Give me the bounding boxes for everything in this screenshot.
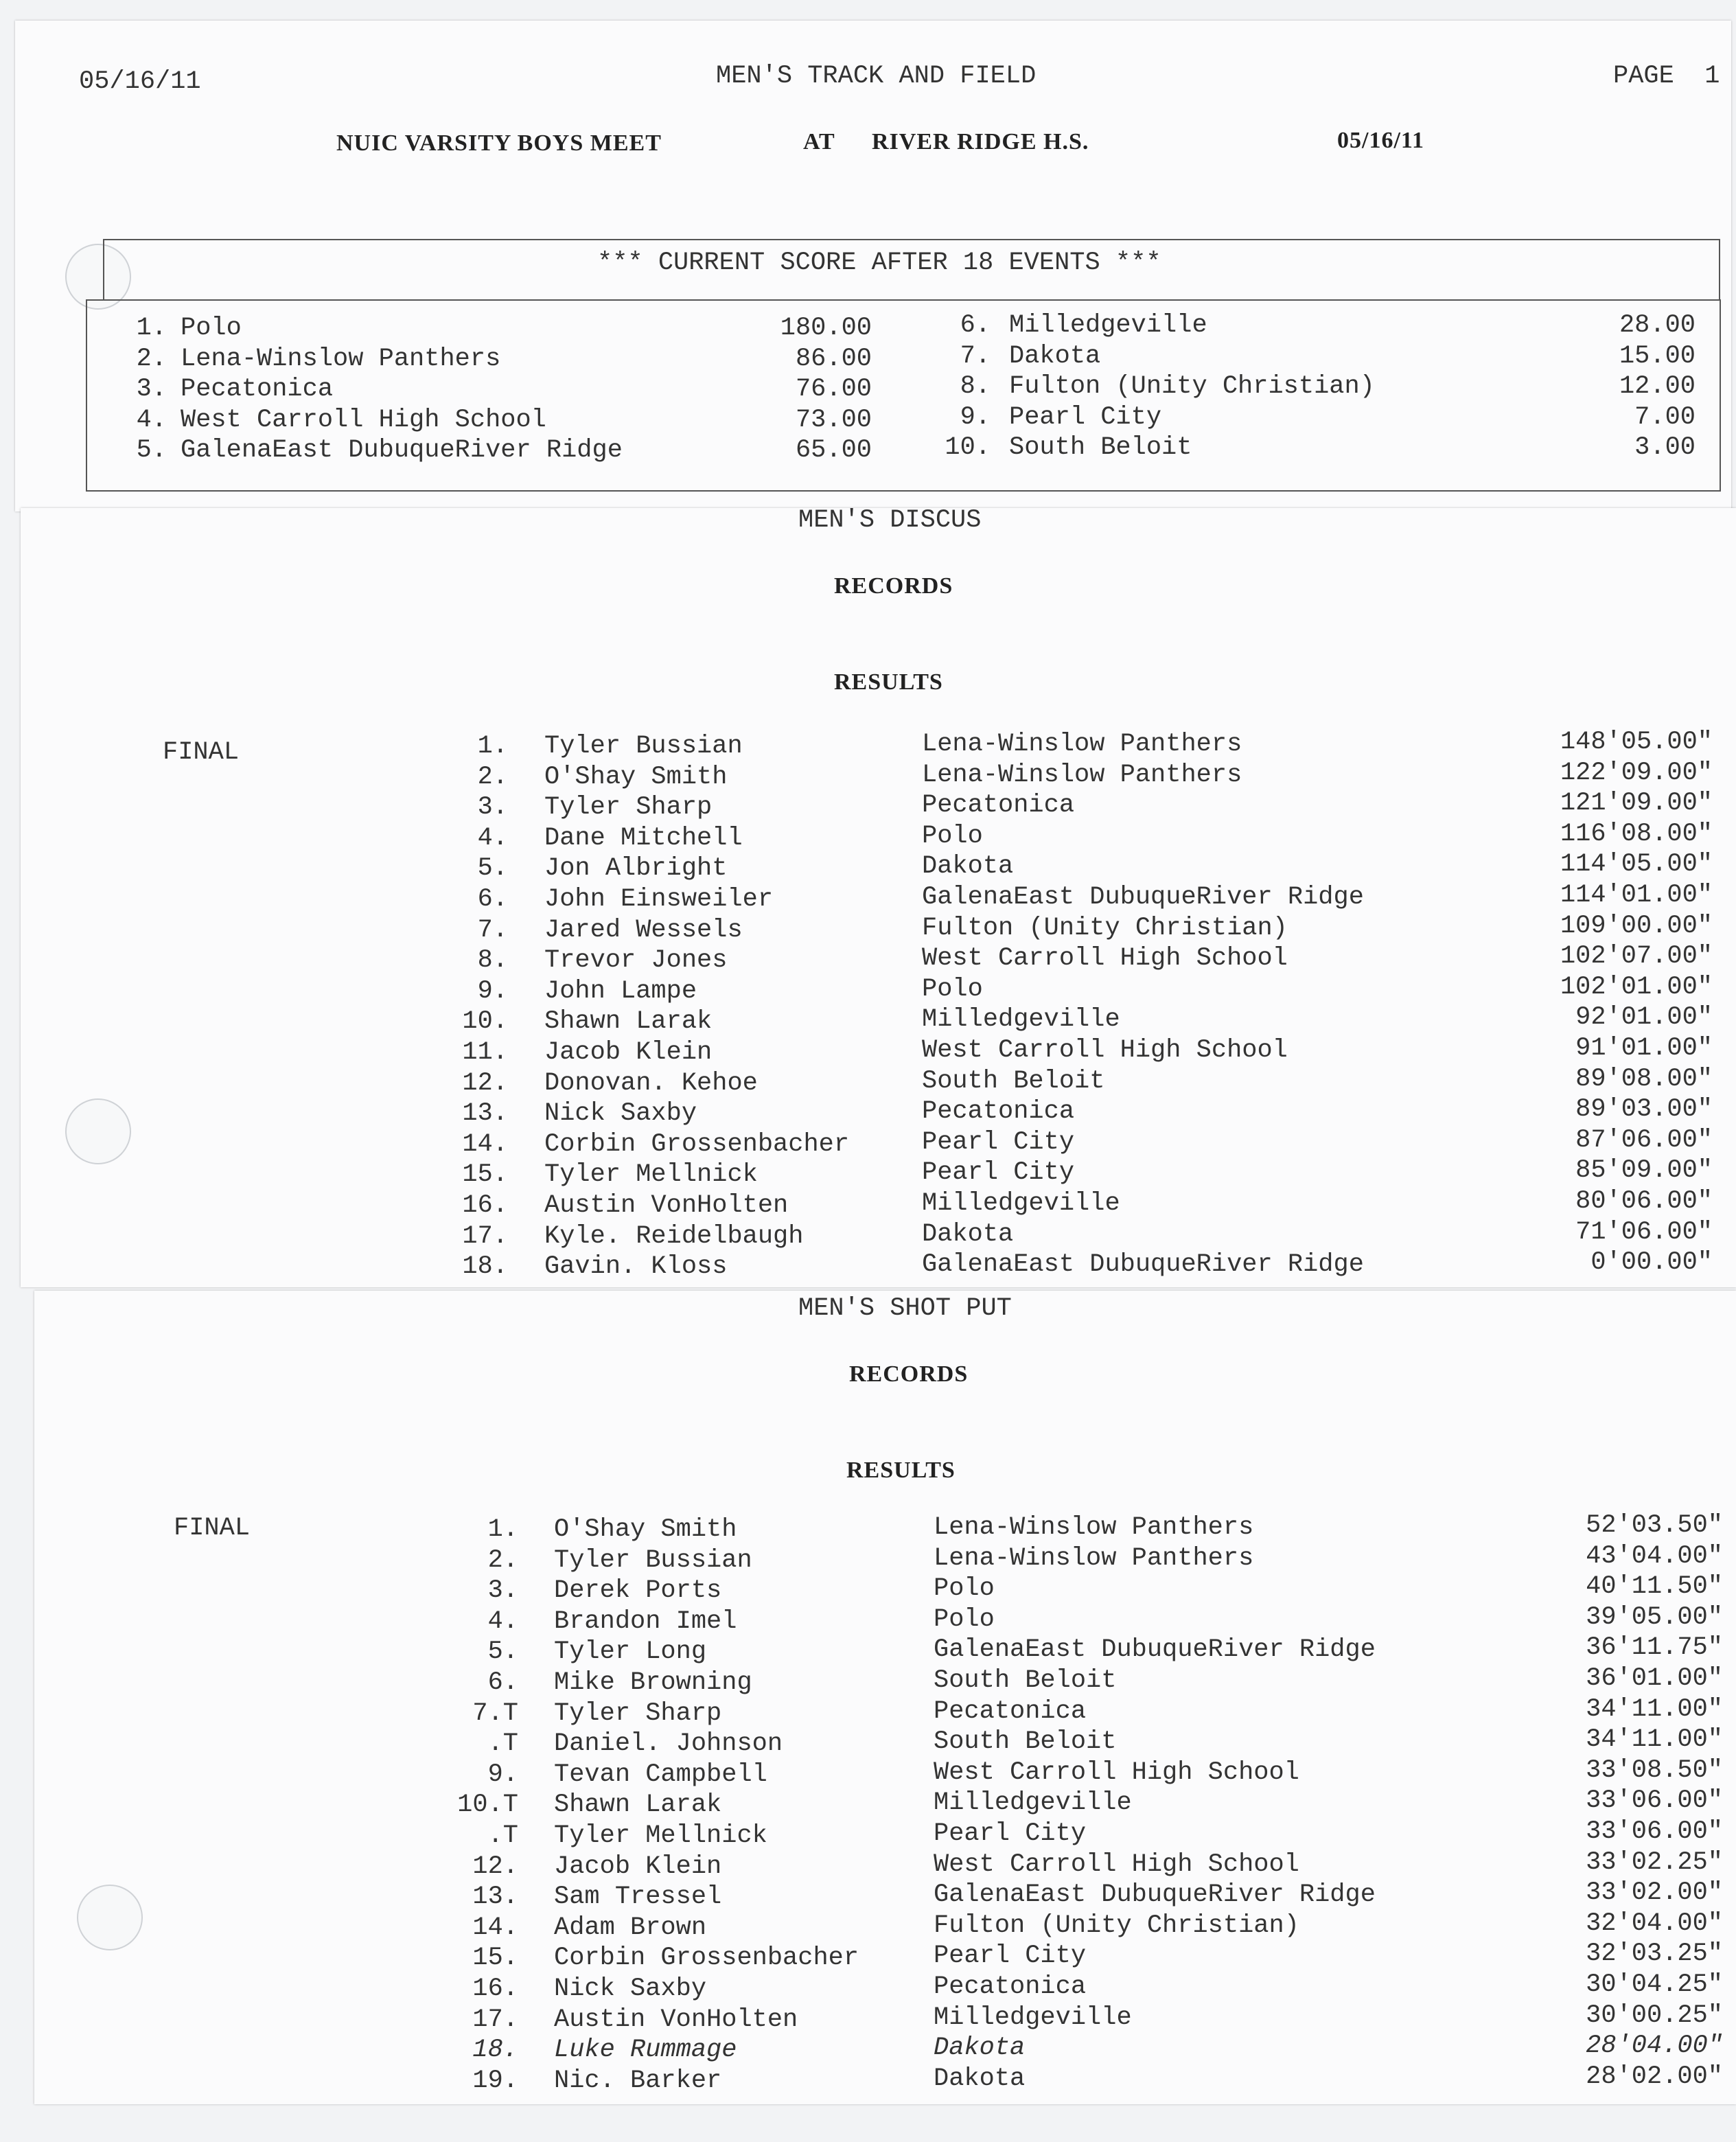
result-place: 15. [462,1160,508,1190]
result-place: 4. [477,823,508,853]
result-mark: 122'09.00" [1560,758,1713,787]
result-team: Lena-Winslow Panthers [934,1513,1254,1542]
result-team: Polo [934,1604,995,1634]
score-points: 12.00 [1619,372,1696,401]
result-mark: 85'09.00" [1575,1156,1713,1186]
discus-title: MEN'S DISCUS [798,506,982,535]
result-mark: 89'03.00" [1575,1095,1713,1125]
result-athlete: Nic. Barker [554,2066,722,2095]
result-place: 14. [462,1129,508,1159]
result-place: 17. [472,2005,518,2034]
result-place: 8. [477,946,508,976]
score-team: Pecatonica [181,375,334,404]
result-mark: 91'01.00" [1575,1034,1713,1063]
score-place: 7. [960,341,991,371]
at-label: AT [803,129,835,154]
result-team: Milledgeville [934,2003,1132,2032]
result-mark: 36'11.75" [1586,1633,1723,1663]
result-place: 6. [477,885,508,914]
discus-final-label: FINAL [163,738,240,767]
result-team: GalenaEast DubuqueRiver Ridge [922,1250,1364,1280]
result-team: South Beloit [934,1727,1117,1757]
result-team: Lena-Winslow Panthers [922,760,1242,790]
result-place: 12. [472,1852,518,1881]
result-athlete: Tyler Bussian [554,1545,752,1575]
result-mark: 114'01.00" [1560,881,1713,910]
result-mark: 114'05.00" [1560,850,1713,879]
result-mark: 92'01.00" [1575,1003,1713,1033]
result-mark: 102'07.00" [1560,942,1713,971]
score-place: 1. [136,314,167,343]
result-mark: 43'04.00" [1586,1541,1723,1571]
sheet-shot-put [34,1291,1736,2104]
result-athlete: Adam Brown [554,1913,707,1942]
result-mark: 36'01.00" [1586,1664,1723,1693]
result-athlete: O'Shay Smith [544,762,728,792]
result-place: .T [487,1729,518,1759]
score-points: 15.00 [1619,341,1696,371]
result-team: Pecatonica [922,791,1075,820]
result-athlete: Nick Saxby [544,1099,697,1129]
result-place: 11. [462,1038,508,1067]
result-team: Polo [922,974,983,1004]
result-athlete: Jon Albright [544,854,728,884]
result-athlete: Brandon Imel [554,1606,737,1636]
result-team: West Carroll High School [934,1850,1299,1879]
result-athlete: Corbin Grossenbacher [544,1129,850,1159]
result-team: Pearl City [934,1819,1087,1848]
result-place: 3. [477,793,508,822]
result-athlete: Nick Saxby [554,1974,707,2003]
result-team: Pecatonica [922,1097,1075,1127]
result-place: 10.T [457,1790,518,1820]
result-place: 3. [487,1576,518,1606]
result-athlete: Daniel. Johnson [554,1729,783,1759]
result-athlete: Luke Rummage [554,2036,737,2065]
score-place: 6. [960,311,991,340]
result-place: 5. [477,854,508,884]
result-place: 14. [472,1913,518,1942]
result-mark: 148'05.00" [1560,728,1713,757]
result-athlete: O'Shay Smith [554,1515,737,1544]
result-team: Pearl City [934,1942,1087,1971]
result-place: 10. [462,1007,508,1037]
result-mark: 87'06.00" [1575,1125,1713,1155]
page-label: PAGE 1 [1613,62,1720,91]
punch-hole-icon [77,1885,143,1950]
result-mark: 33'06.00" [1586,1786,1723,1816]
result-mark: 34'11.00" [1586,1725,1723,1755]
score-team: GalenaEast DubuqueRiver Ridge [181,436,623,465]
result-athlete: Jared Wessels [544,915,743,945]
result-team: Fulton (Unity Christian) [922,913,1288,943]
shot-put-results-label: RESULTS [846,1458,956,1483]
result-team: Pearl City [922,1158,1075,1188]
result-team: Milledgeville [934,1788,1132,1818]
discus-results-label: RESULTS [834,669,943,695]
result-mark: 33'08.50" [1586,1755,1723,1785]
meet-location: RIVER RIDGE H.S. [872,129,1089,154]
report-title: MEN'S TRACK AND FIELD [716,62,1037,91]
score-place: 8. [960,372,991,401]
result-place: 18. [462,1252,508,1282]
score-team: Fulton (Unity Christian) [1009,372,1375,401]
result-place: 17. [462,1221,508,1251]
sheet-discus [21,508,1736,1287]
score-place: 3. [136,375,167,404]
result-team: Fulton (Unity Christian) [934,1911,1299,1940]
shot-put-records-label: RECORDS [849,1361,969,1387]
result-place: 5. [487,1637,518,1667]
result-place: 13. [472,1882,518,1912]
result-place: .T [487,1821,518,1850]
result-athlete: Derek Ports [554,1576,722,1606]
score-team: West Carroll High School [181,405,546,435]
result-mark: 34'11.00" [1586,1694,1723,1724]
result-place: 1. [477,732,508,761]
shot-put-title: MEN'S SHOT PUT [798,1294,1012,1323]
result-mark: 28'04.00" [1586,2031,1723,2061]
discus-records-label: RECORDS [834,573,953,599]
result-team: West Carroll High School [922,944,1288,974]
result-mark: 121'09.00" [1560,789,1713,818]
result-team: Dakota [934,2064,1026,2093]
result-place: 7.T [472,1698,518,1728]
result-athlete: Jacob Klein [554,1852,722,1881]
result-mark: 32'03.25" [1586,1939,1723,1969]
result-athlete: Jacob Klein [544,1038,713,1067]
result-mark: 39'05.00" [1586,1602,1723,1632]
result-athlete: Tyler Bussian [544,732,743,761]
result-athlete: Tyler Sharp [554,1698,722,1728]
result-place: 18. [472,2036,518,2065]
score-team: Milledgeville [1009,311,1207,340]
result-team: Polo [934,1574,995,1604]
score-points: 86.00 [795,344,872,373]
result-place: 16. [472,1974,518,2003]
result-mark: 33'02.00" [1586,1878,1723,1908]
result-team: Polo [922,821,983,851]
result-athlete: Kyle. Reidelbaugh [544,1221,804,1251]
result-mark: 28'02.00" [1586,2062,1723,2091]
result-athlete: Shawn Larak [544,1007,713,1037]
result-team: Milledgeville [922,1189,1120,1218]
score-team: Pearl City [1009,402,1162,432]
result-place: 7. [477,915,508,945]
punch-hole-icon [65,1098,131,1164]
score-points: 73.00 [795,405,872,435]
result-athlete: Tevan Campbell [554,1760,767,1789]
result-athlete: Tyler Mellnick [554,1821,767,1850]
result-place: 19. [472,2066,518,2095]
result-mark: 0'00.00" [1590,1248,1713,1278]
result-team: West Carroll High School [934,1758,1299,1787]
score-points: 7.00 [1634,402,1696,432]
result-team: Lena-Winslow Panthers [922,730,1242,759]
result-team: Pearl City [922,1127,1075,1157]
result-team: Dakota [922,1219,1014,1249]
score-points: 3.00 [1634,433,1696,462]
meet-date: 05/16/11 [1337,128,1425,153]
result-place: 9. [477,976,508,1006]
score-place: 4. [136,405,167,435]
result-mark: 89'08.00" [1575,1064,1713,1094]
result-mark: 109'00.00" [1560,911,1713,941]
score-points: 180.00 [780,314,872,343]
result-place: 16. [462,1191,508,1220]
score-place: 2. [136,344,167,373]
result-team: GalenaEast DubuqueRiver Ridge [934,1635,1376,1665]
result-athlete: John Lampe [544,976,697,1006]
result-place: 4. [487,1606,518,1636]
result-mark: 52'03.50" [1586,1511,1723,1540]
result-mark: 32'04.00" [1586,1909,1723,1938]
result-place: 6. [487,1668,518,1697]
result-place: 13. [462,1099,508,1129]
result-place: 9. [487,1760,518,1789]
result-athlete: Gavin. Kloss [544,1252,728,1282]
result-team: South Beloit [922,1066,1105,1096]
result-mark: 33'02.25" [1586,1847,1723,1877]
result-athlete: Sam Tressel [554,1882,722,1912]
result-place: 1. [487,1515,518,1544]
score-points: 65.00 [795,436,872,465]
result-team: South Beloit [934,1666,1117,1695]
score-heading: *** CURRENT SCORE AFTER 18 EVENTS *** [597,249,1161,277]
result-mark: 102'01.00" [1560,972,1713,1002]
result-team: West Carroll High School [922,1036,1288,1065]
result-team: Dakota [934,2034,1026,2063]
score-place: 10. [945,433,991,462]
result-athlete: Corbin Grossenbacher [554,1944,859,1973]
report-date: 05/16/11 [79,67,201,96]
result-athlete: Tyler Long [554,1637,707,1667]
result-athlete: Austin VonHolten [544,1191,789,1220]
result-team: Dakota [922,852,1014,882]
result-team: Lena-Winslow Panthers [934,1543,1254,1573]
result-athlete: Donovan. Kehoe [544,1068,758,1098]
result-mark: 30'00.25" [1586,2001,1723,2030]
result-team: GalenaEast DubuqueRiver Ridge [934,1880,1376,1910]
result-athlete: Dane Mitchell [544,823,743,853]
result-team: GalenaEast DubuqueRiver Ridge [922,883,1364,912]
result-mark: 116'08.00" [1560,819,1713,849]
result-team: Milledgeville [922,1005,1120,1035]
score-team: Polo [181,314,242,343]
result-mark: 40'11.50" [1586,1572,1723,1602]
result-mark: 33'06.00" [1586,1817,1723,1846]
meet-name: NUIC VARSITY BOYS MEET [336,130,662,156]
result-place: 2. [487,1545,518,1575]
result-athlete: Mike Browning [554,1668,752,1697]
result-place: 2. [477,762,508,792]
score-team: South Beloit [1009,433,1192,462]
result-mark: 30'04.25" [1586,1970,1723,1999]
score-points: 28.00 [1619,311,1696,340]
result-place: 12. [462,1068,508,1098]
score-team: Lena-Winslow Panthers [181,344,501,373]
result-mark: 80'06.00" [1575,1187,1713,1216]
score-place: 5. [136,436,167,465]
result-mark: 71'06.00" [1575,1217,1713,1247]
score-points: 76.00 [795,375,872,404]
score-place: 9. [960,402,991,432]
shot-put-final-label: FINAL [174,1514,251,1543]
result-athlete: Trevor Jones [544,946,728,976]
result-athlete: Shawn Larak [554,1790,722,1820]
result-place: 15. [472,1944,518,1973]
result-team: Pecatonica [934,1696,1087,1726]
score-team: Dakota [1009,341,1101,371]
result-athlete: Tyler Sharp [544,793,713,822]
result-athlete: John Einsweiler [544,885,774,914]
result-athlete: Tyler Mellnick [544,1160,758,1190]
result-team: Pecatonica [934,1972,1087,2001]
result-athlete: Austin VonHolten [554,2005,798,2034]
